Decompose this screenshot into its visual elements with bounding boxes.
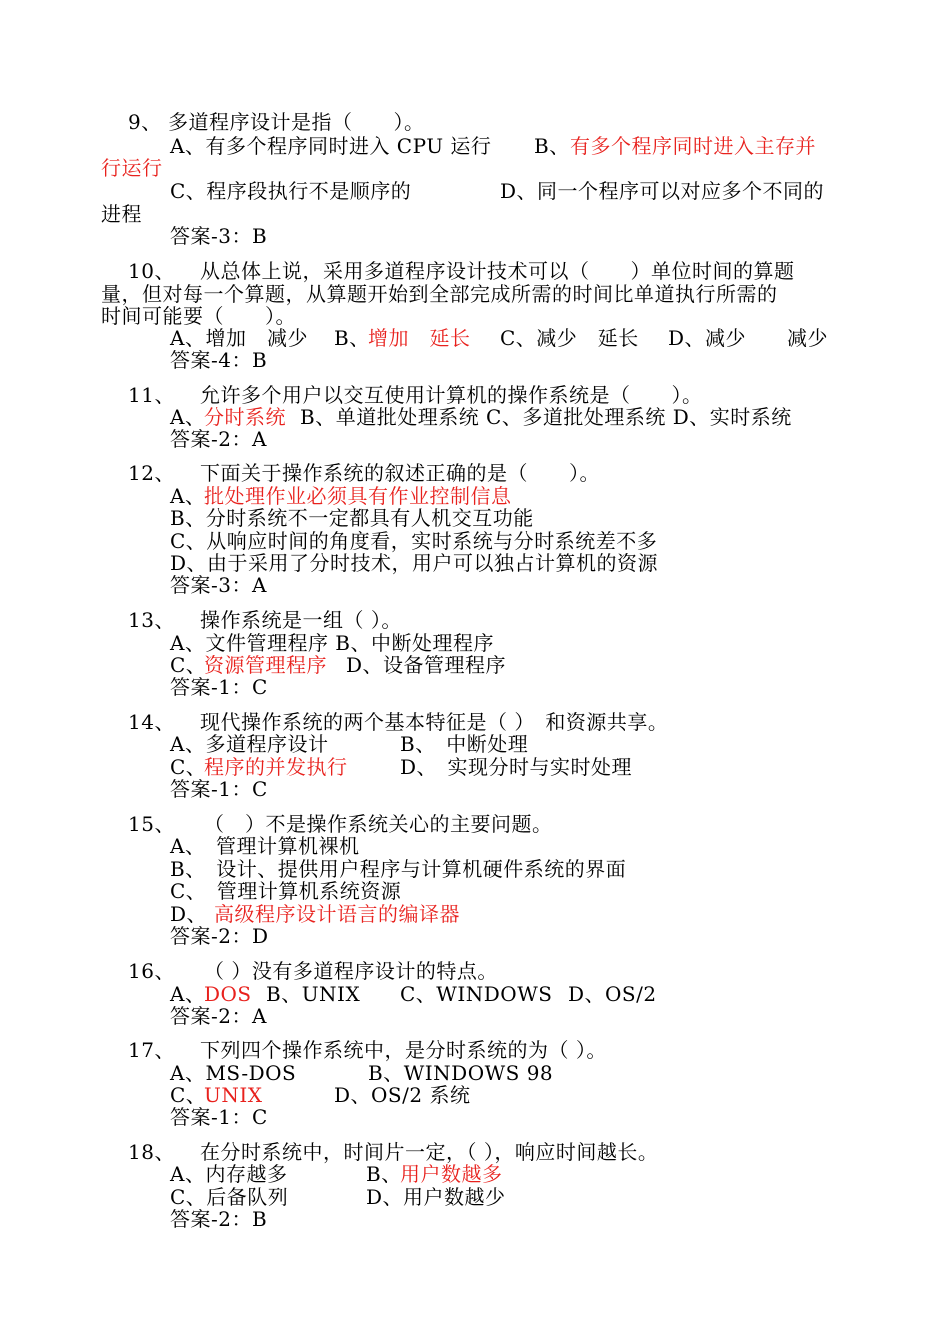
option-a: A、增加 减少 [170,326,308,350]
option-d: D、OS/2 系统 [334,1083,471,1107]
answer: 答案-1：C [170,1105,268,1129]
option-a-correct: 批处理作业必须具有作业控制信息 [204,484,512,508]
option-b-correct: 用户数越多 [400,1162,503,1186]
option-c: C、从响应时间的角度看，实时系统与分时系统差不多 [170,529,658,553]
option-d: D、减少 减少 [668,326,829,350]
answer: 答案-1：C [170,675,268,699]
option-d-continued: 进程 [101,202,142,226]
question-stem: 从总体上说，采用多道程序设计技术可以（ ）单位时间的算题 [200,259,795,283]
question-number: 18、 [128,1140,175,1164]
option-b: B、 设计、提供用户程序与计算机硬件系统的界面 [170,857,627,881]
option-d: D、由于采用了分时技术，用户可以独占计算机的资源 [170,551,659,575]
option-b: B、 中断处理 [400,732,529,756]
option-b: B、WINDOWS 98 [368,1061,554,1085]
option-b-correct-continued: 行运行 [101,156,163,180]
option-c: C、减少 延长 [500,326,639,350]
option-a-correct: 分时系统 [204,405,286,429]
question-stem: 允许多个用户以交互使用计算机的操作系统是（ ）。 [200,383,703,407]
question-stem: 下面关于操作系统的叙述正确的是（ ）。 [200,461,600,485]
option-d-prefix: D、 [170,902,218,926]
question-number: 13、 [128,608,175,632]
option-c-correct: 资源管理程序 [204,653,327,677]
option-d: D、用户数越少 [366,1185,506,1209]
option-c: C、后备队列 [170,1185,289,1209]
question-number: 12、 [128,461,175,485]
option-a: A、内存越多 [170,1162,288,1186]
question-number: 14、 [128,710,175,734]
option-d: D、OS/2 [568,982,657,1006]
question-number: 10、 [128,259,175,283]
option-d: D、同一个程序可以对应多个不同的 [500,179,825,203]
option-c-prefix: C、 [170,755,207,779]
question-stem-continued: 时间可能要（ ）。 [101,304,296,328]
question-number: 9、 [128,110,162,134]
option-a-prefix: A、 [170,484,206,508]
question-stem: （ ）没有多道程序设计的特点。 [204,959,498,983]
option-c-correct: UNIX [204,1083,263,1107]
option-c: C、程序段执行不是顺序的 [170,179,412,203]
answer: 答案-3：B [170,224,268,248]
question-number: 17、 [128,1038,175,1062]
option-a: A、有多个程序同时进入 CPU 运行 [170,134,492,158]
option-b-correct: 有多个程序同时进入主存并 [570,134,816,158]
question-stem: 多道程序设计是指（ ）。 [168,110,425,134]
question-stem: （ ）不是操作系统关心的主要问题。 [204,812,553,836]
answer: 答案-1：C [170,777,268,801]
question-stem: 操作系统是一组（ ）。 [200,608,402,632]
option-d: D、 实现分时与实时处理 [400,755,633,779]
options-remaining: B、单道批处理系统 C、多道批处理系统 D、实时系统 [300,405,792,429]
option-c-prefix: C、 [170,653,207,677]
option-a-prefix: A、 [170,405,206,429]
options-a-b: A、文件管理程序 B、中断处理程序 [170,631,494,655]
option-a: A、多道程序设计 [170,732,329,756]
option-b: B、UNIX [266,982,361,1006]
option-d-correct: 高级程序设计语言的编译器 [214,902,460,926]
option-b-prefix: B、 [366,1162,402,1186]
option-c: C、WINDOWS [400,982,553,1006]
option-c-correct: 程序的并发执行 [204,755,348,779]
question-number: 16、 [128,959,175,983]
answer: 答案-2：A [170,1004,267,1028]
answer: 答案-3：A [170,573,267,597]
option-b: B、分时系统不一定都具有人机交互功能 [170,506,534,530]
option-c: C、 管理计算机系统资源 [170,879,402,903]
option-a: A、MS-DOS [170,1061,297,1085]
question-stem: 在分时系统中，时间片一定，（ ），响应时间越长。 [200,1140,659,1164]
answer: 答案-2：D [170,924,269,948]
option-a-correct: DOS [204,982,252,1006]
answer: 答案-2：B [170,1207,268,1231]
option-b-prefix: B、 [334,326,370,350]
answer: 答案-4：B [170,348,268,372]
question-number: 15、 [128,812,175,836]
question-number: 11、 [128,383,175,407]
option-b-correct: 增加 延长 [368,326,471,350]
option-c-prefix: C、 [170,1083,207,1107]
answer: 答案-2：A [170,427,267,451]
option-b-prefix: B、 [534,134,570,158]
option-d: D、设备管理程序 [346,653,507,677]
option-a-prefix: A、 [170,982,206,1006]
question-stem: 现代操作系统的两个基本特征是（ ） 和资源共享。 [200,710,669,734]
question-stem-continued: 量，但对每一个算题，从算题开始到全部完成所需的时间比单道执行所需的 [101,282,778,306]
question-stem: 下列四个操作系统中，是分时系统的为（ ）。 [200,1038,607,1062]
option-a: A、 管理计算机裸机 [170,834,360,858]
